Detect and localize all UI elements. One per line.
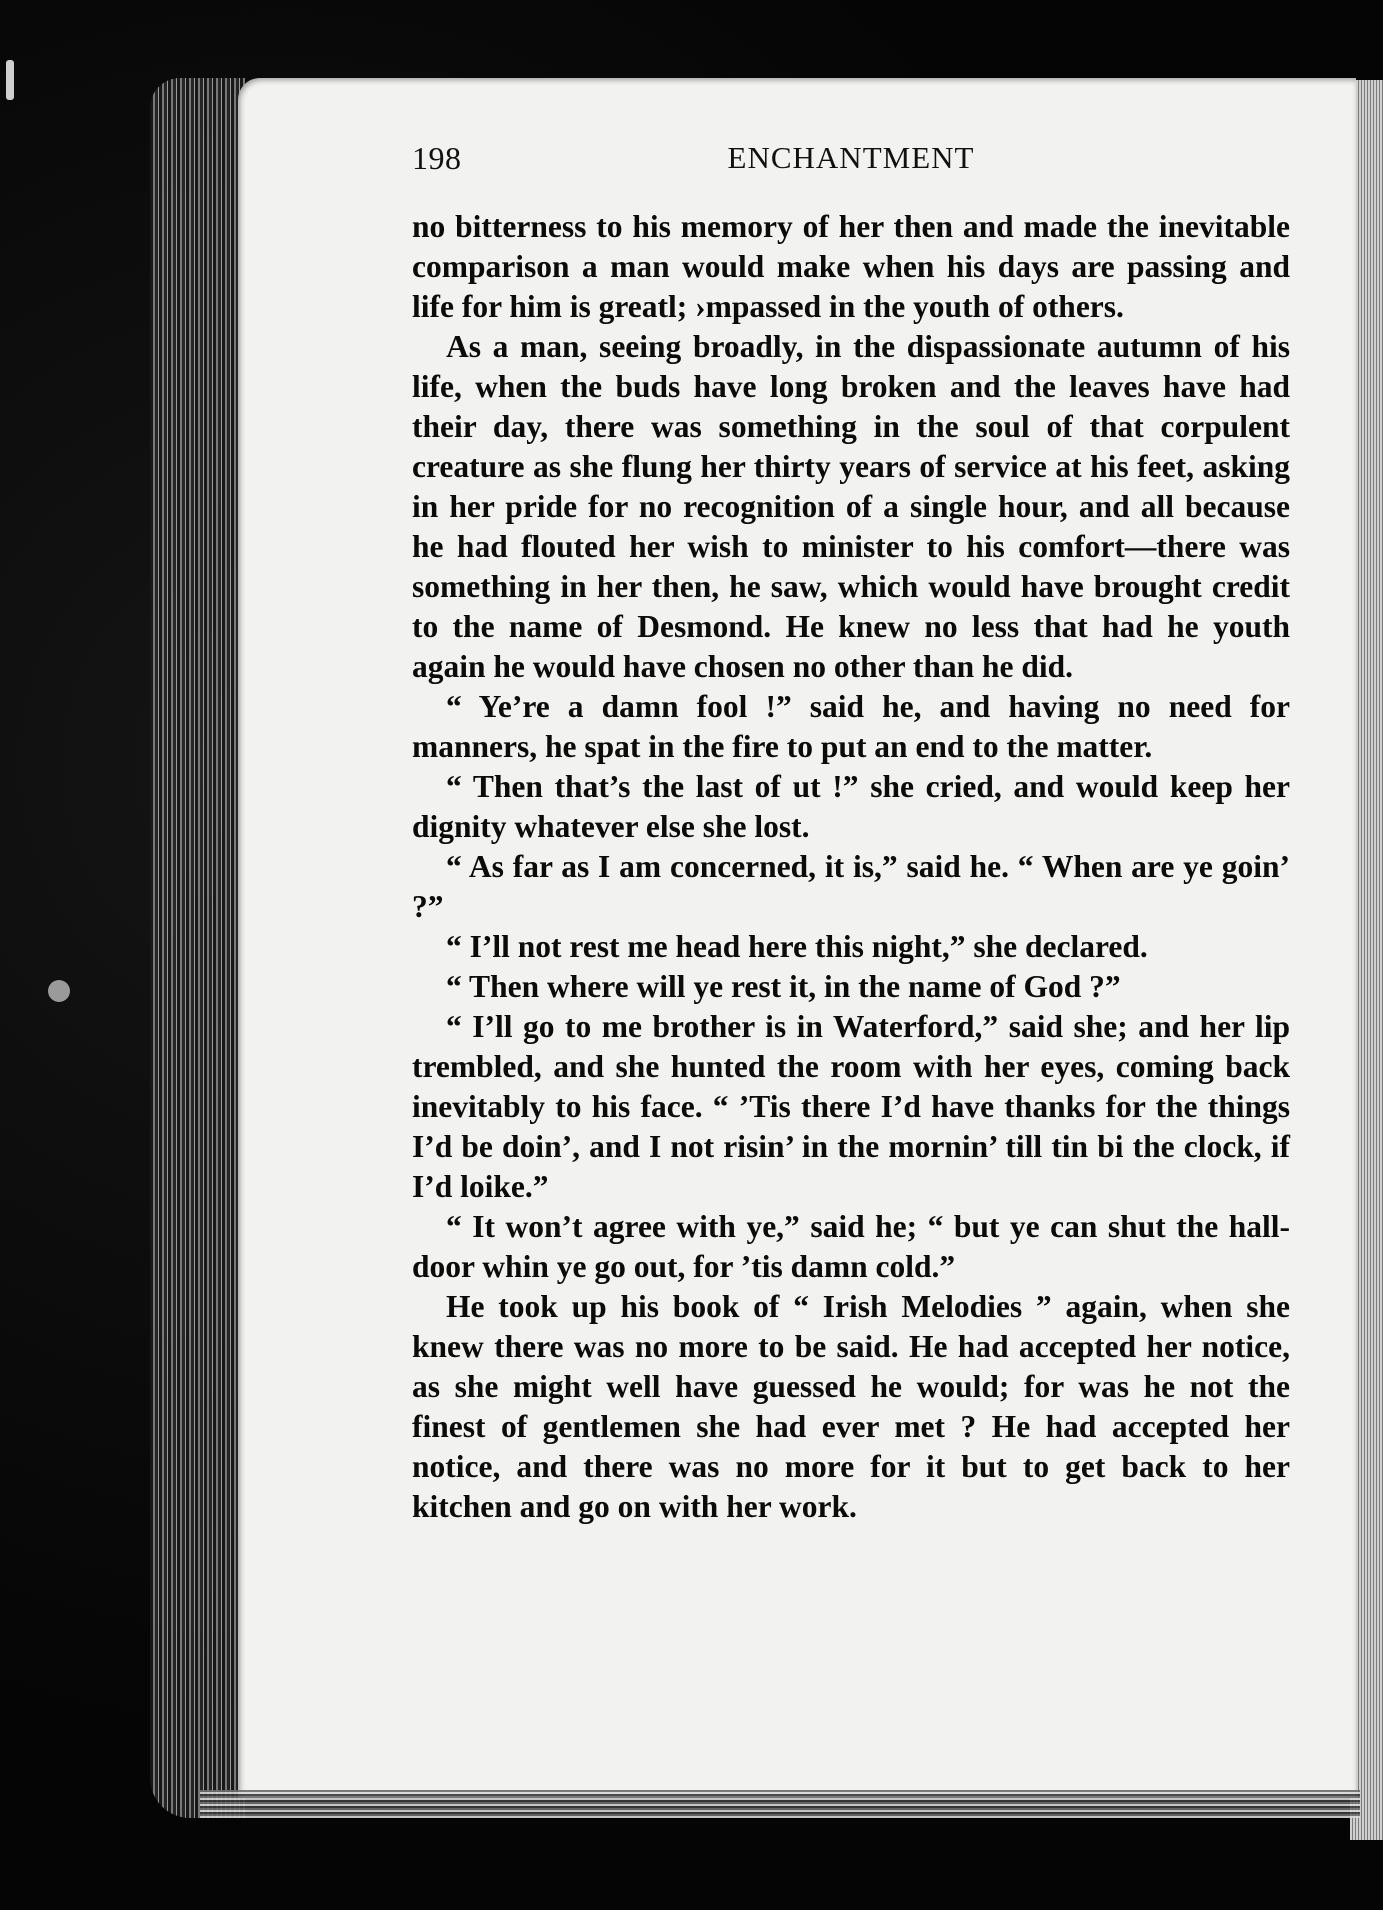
paragraph: “ I’ll not rest me head here this night,” she declared. — [446, 929, 1148, 964]
page-body — [412, 207, 1290, 1527]
paragraph: He took up his book of “ Irish Melodies ” again, when she knew there was no more to be said. He had accepted her notice, as she might well have guessed he would; for was he not the finest of gentlemen she had ever met ? He had accepted her notice, and there was no more for it but to get back to her kitchen and go on with her work. — [412, 1289, 1290, 1524]
running-head: ENCHANTMENT — [727, 140, 975, 175]
dust-speck — [48, 980, 70, 1002]
paragraph: no bitterness to his memory of her then and made the inevitable comparison a man would make when his days are passing and life for him is greatl; ›mpassed in the youth of others. — [412, 209, 1290, 324]
paragraph: As a man, seeing broadly, in the dispassionate autumn of his life, when the buds have long broken and the leaves have had their day, there was something in the soul of that corpulent creature as she flung her thirty years of service at his feet, asking in her pride for no recognition of a single hour, and all because he had flouted her wish to minister to his comfort—there was something in her then, he saw, which would have brought credit to the name of Desmond. He knew no less that had he youth again he would have chosen no other than he did. — [412, 329, 1290, 684]
page-header — [412, 140, 1290, 190]
page-number: 198 — [412, 140, 462, 176]
paragraph: “ As far as I am concerned, it is,” said he. “ When are ye goin’ ?” — [412, 849, 1290, 924]
dust-speck — [6, 60, 14, 100]
paragraph: “ It won’t agree with ye,” said he; “ but ye can shut the hall-door whin ye go out, for ’tis damn cold.” — [412, 1209, 1290, 1284]
book-page-edges-left — [150, 78, 245, 1818]
paragraph: “ Then where will ye rest it, in the name of God ?” — [446, 969, 1121, 1004]
book-page-edges-bottom — [200, 1790, 1360, 1818]
paragraph: “ Then that’s the last of ut !” she cried, and would keep her dignity whatever else she lost. — [412, 769, 1290, 844]
paragraph: “ I’ll go to me brother is in Waterford,” said she; and her lip trembled, and she hunted the room with her eyes, coming back inevitably to his face. “ ’Tis there I’d have thanks for the things I’d be doin’, and I not risin’ in the mornin’ till tin bi the clock, if I’d loike.” — [412, 1009, 1290, 1204]
paragraph: “ Ye’re a damn fool !” said he, and having no need for manners, he spat in the fire to put an end to the matter. — [412, 689, 1290, 764]
